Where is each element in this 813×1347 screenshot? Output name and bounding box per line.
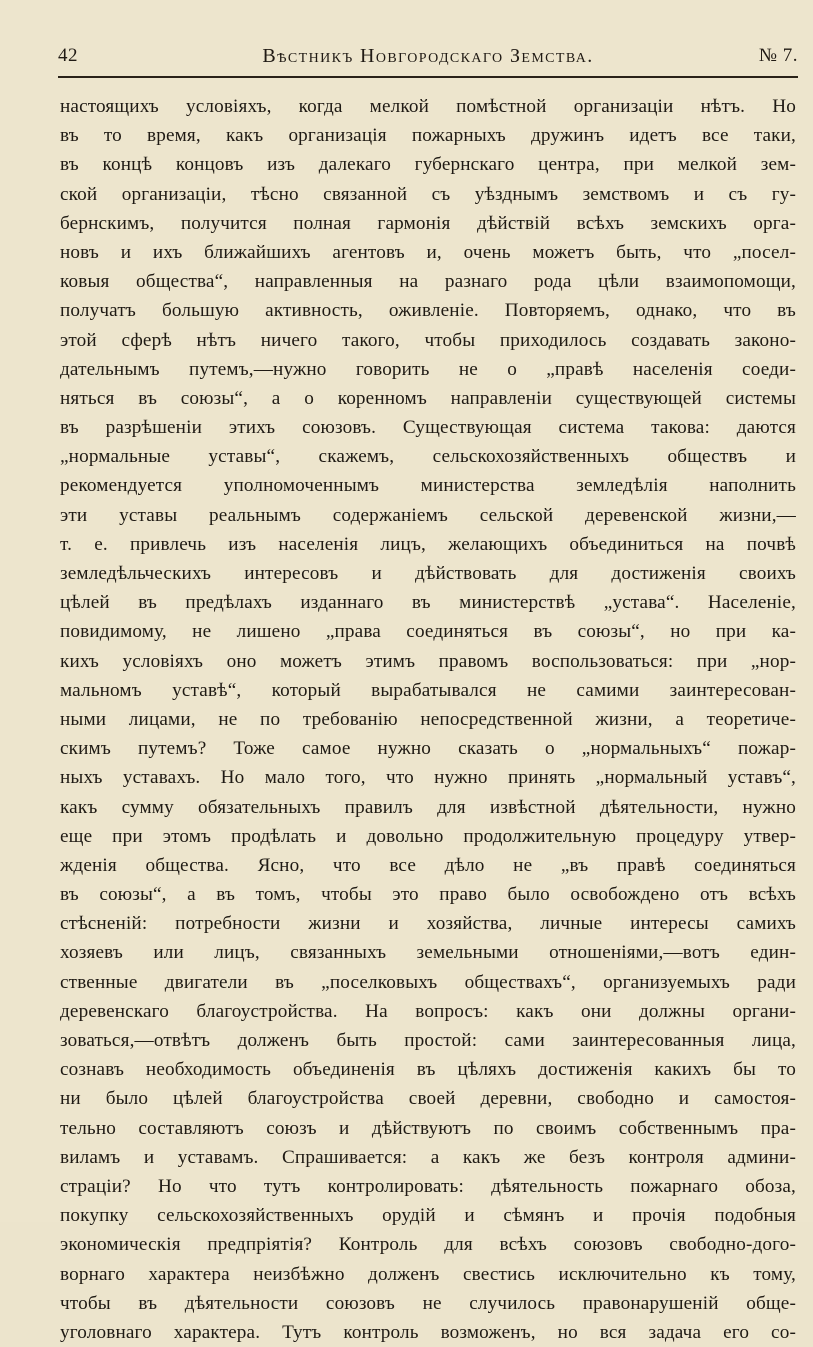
text-line: земледѣльческихъ интересовъ и дѣйствовать для достиженія своихъ [60,563,796,584]
page-header [58,38,798,74]
text-line: въ концѣ концовъ изъ далекаго губернскаго центра, при мелкой зем- [60,154,796,176]
text-line: новъ и ихъ ближайшихъ агентовъ и, очень можетъ быть, что „посел- [60,241,796,263]
text-line: сознавъ необходимость объединенія въ цѣляхъ достиженія какихъ бы то [60,1059,796,1081]
text-line: зоваться,—отвѣтъ долженъ быть простой: сами заинтересованныя лица, [60,1030,796,1051]
text-line: еще при этомъ продѣлать и довольно продолжительную процедуру утвер- [60,825,796,847]
text-line: эти уставы реальнымъ содержаніемъ сельской деревенской жизни,— [60,504,796,526]
text-line: настоящихъ условіяхъ, когда мелкой помѣстной организаціи нѣтъ. Но [60,96,796,117]
text-line: страціи? Но что тутъ контролировать: дѣятельность пожарнаго обоза, [60,1175,796,1197]
text-line: бернскимъ, получится полная гармонія дѣйствій всѣхъ земскихъ орга- [60,212,796,234]
text-line: скимъ путемъ? Тоже самое нужно сказать о „нормальныхъ“ пожар- [60,738,796,760]
text-line: виламъ и уставамъ. Спрашивается: а какъ же безъ контроля админи- [60,1146,796,1168]
text-line: деревенскаго благоустройства. На вопросъ: какъ они должны органи- [60,1000,796,1022]
text-line: получатъ большую активность, оживленіе. Повторяемъ, однако, что въ [60,300,796,322]
text-line: ными лицами, не по требованію непосредственной жизни, а теоретиче- [60,708,796,730]
text-line: стѣсненій: потребности жизни и хозяйства, личные интересы самихъ [60,913,796,935]
text-line: жденія общества. Ясно, что все дѣло не „въ правѣ соединяться [60,854,796,876]
text-line: этой сферѣ нѣтъ ничего такого, чтобы приходилось создавать законо- [60,329,796,351]
text-line: въ союзы“, а въ томъ, чтобы это право было освобождено отъ всѣхъ [60,884,796,906]
text-line: ворнаго характера неизбѣжно долженъ свестись исключительно къ тому, [60,1263,796,1285]
text-line: экономическія предпріятія? Контроль для всѣхъ союзовъ свободно-дого- [60,1234,796,1256]
text-line: т. е. привлечь изъ населенія лицъ, желающихъ объединиться на почвѣ [60,533,796,555]
text-line: въ разрѣшеніи этихъ союзовъ. Существующая система такова: даются [60,417,796,439]
text-line: ныхъ уставахъ. Но мало того, что нужно принять „нормальный уставъ“, [60,767,796,789]
text-line: повидимому, не лишено „права соединяться въ союзы“, но при ка- [60,621,796,643]
text-line: дательнымъ путемъ,—нужно говорить не о „правѣ населенія соеди- [60,358,796,380]
text-line: чтобы въ дѣятельности союзовъ не случилось правонарушеній обще- [60,1292,796,1314]
text-line: въ то время, какъ организація пожарныхъ дружинъ идетъ все таки, [60,125,796,147]
text-line: мальномъ уставѣ“, который вырабатывался не самими заинтересован- [60,679,796,701]
body-text [60,92,796,1347]
text-line: ской организаціи, тѣсно связанной съ уѣзднымъ земствомъ и съ гу- [60,183,796,205]
text-line: ковыя общества“, направленныя на разнаго рода цѣли взаимопомощи, [60,271,796,293]
text-line: няться въ союзы“, а о коренномъ направленіи существующей системы [60,387,796,409]
text-line: цѣлей въ предѣлахъ изданнаго въ министерствѣ „устава“. Населеніе, [60,592,796,614]
text-line: ни было цѣлей благоустройства своей деревни, свободно и самостоя- [60,1088,796,1110]
text-line: уголовнаго характера. Тутъ контроль возможенъ, но вся задача его со- [60,1321,796,1343]
text-line: хозяевъ или лицъ, связанныхъ земельными отношеніями,—вотъ един- [60,942,796,964]
issue-number: № 7. [758,45,798,66]
header-rule [58,76,798,78]
text-line: тельно составляютъ союзъ и дѣйствуютъ по своимъ собственнымъ пра- [60,1117,796,1139]
page-number: 42 [58,45,78,66]
running-title: Вѣстникъ Новгородскаго Земства. [262,44,594,67]
text-line: покупку сельскохозяйственныхъ орудій и сѣмянъ и прочія подобныя [60,1205,796,1227]
text-line: какъ сумму обязательныхъ правилъ для извѣстной дѣятельности, нужно [60,796,796,818]
text-line: рекомендуется уполномоченнымъ министерства земледѣлія наполнить [60,475,796,497]
text-line: ственные двигатели въ „поселковыхъ обществахъ“, организуемыхъ ради [60,971,796,993]
text-line: кихъ условіяхъ оно можетъ этимъ правомъ воспользоваться: при „нор- [60,650,796,672]
text-line: „нормальные уставы“, скажемъ, сельскохозяйственныхъ обществъ и [60,446,796,468]
